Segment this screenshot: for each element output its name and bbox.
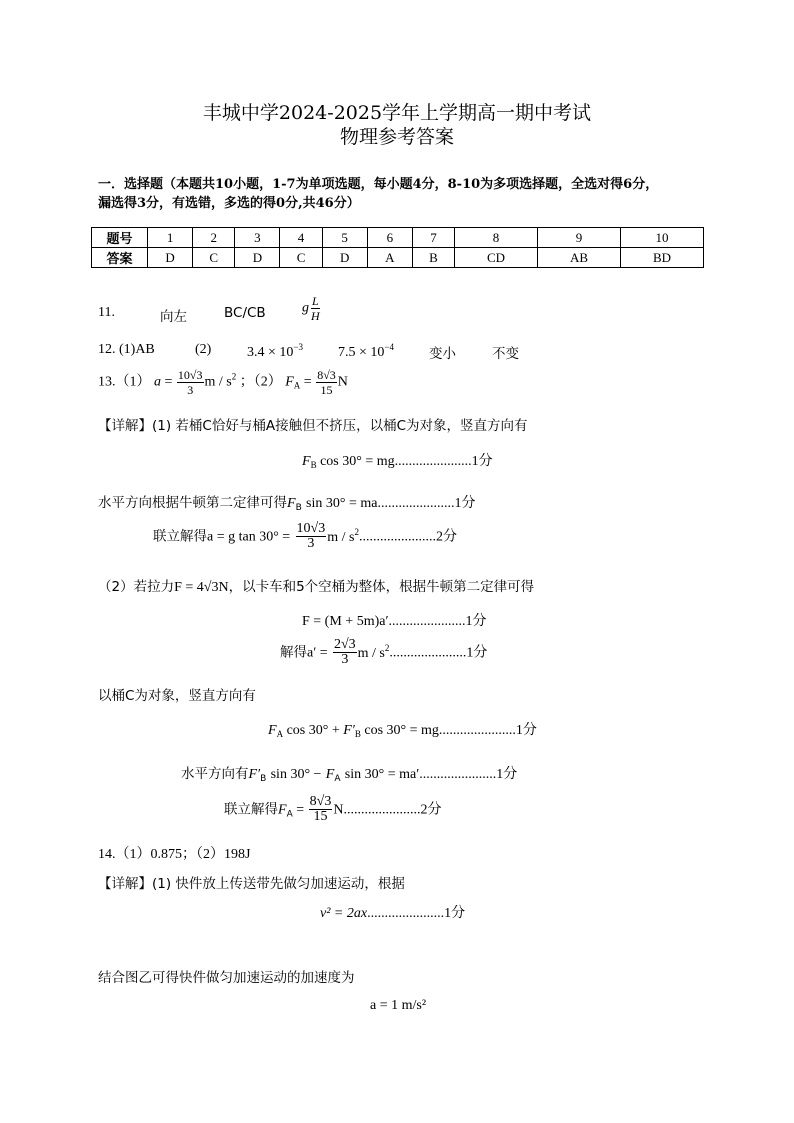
q11-frac-num: L	[311, 294, 319, 308]
table-cell: AB	[538, 248, 621, 268]
q13-header: 13.（1） a = $\frac{10√3}{3}$ m / $s^2$ ；（2） $F_A$ = $\frac{8√3}{15}$ N	[98, 368, 348, 397]
table-cell: 3	[235, 228, 280, 248]
q13-detail-1: 【详解】(1) 若桶C恰好与桶A接触但不挤压，以桶C为对象，竖直方向有	[98, 418, 528, 434]
q11-frac-den: H	[311, 309, 320, 323]
q13-eq1	[302, 450, 493, 470]
q13-text3: 联立解得	[153, 528, 207, 545]
q13-score-1: ......................1分	[394, 454, 493, 469]
answer-table	[91, 227, 704, 268]
q13-line-5	[302, 610, 487, 630]
table-cell: 10	[620, 228, 703, 248]
q13-line-3: 联立解得a = g tan 30° = $\frac{10√3}{3}$ m / $s^2......................2$分	[153, 521, 457, 551]
page-subtitle: 物理参考答案	[339, 126, 454, 148]
q13-frac2-num: 8√3	[317, 368, 336, 382]
q13-line-8: 水平方向有$F'_B$ $\sin 30^\circ - F_A$ sin 30° = ma′......................1分	[181, 766, 518, 784]
q13-eq8a: sin 30° −	[270, 767, 322, 782]
table-cell: B	[412, 248, 454, 268]
q12-part2: (2)	[195, 342, 212, 357]
q14-eq2: a = 1 m/s²	[370, 998, 427, 1013]
q13-eq7b: cos 30° = mg	[364, 723, 439, 738]
q11-answer-3	[302, 294, 322, 323]
table-cell: 9	[538, 228, 621, 248]
q13-eq4: F = 4√3N	[174, 580, 229, 595]
q13-eq5: F = (M + 5m)a′	[302, 614, 389, 629]
q14-eq1-line	[320, 902, 465, 922]
q13-text6: 解得	[280, 644, 307, 661]
q14-eq1: v² = 2ax	[320, 906, 368, 921]
q13-unit2: N	[337, 374, 348, 390]
q13-frac2-den: 15	[320, 383, 333, 397]
q11-answer-1: 向左	[160, 309, 187, 325]
q13-unit1: m / s	[204, 374, 232, 390]
q13-score-6: ......................1分	[389, 645, 488, 661]
q13-text2: 水平方向根据牛顿第二定律可得	[98, 495, 287, 511]
q13-frac1-num: 10√3	[177, 368, 203, 382]
table-row	[92, 228, 704, 248]
q12-v2: 7.5 × 10	[338, 345, 385, 360]
q12-number: 12. (1)AB	[98, 342, 155, 357]
q14-header: 14.（1）0.875；（2）198J	[98, 847, 251, 862]
section-heading-line2: 漏选得3分，有选错，多选的得0分,共46分）	[98, 196, 360, 211]
q13-line-9: 联立解得$F_A$ = $\frac{8√3}{15}$ N......................2分	[224, 794, 442, 824]
q13-score-8: ......................1分	[419, 767, 518, 782]
q13-text-7: 以桶C为对象，竖直方向有	[98, 688, 256, 704]
q13-line-7: $F_A$ $\cos 30^\circ + F'_B$ cos 30° = mg......................1分	[268, 723, 537, 739]
table-cell: C	[280, 248, 322, 268]
q13-eq3: a = g tan 30° =	[207, 529, 291, 545]
q13-score-3: ......................2分	[358, 529, 457, 545]
q13-prefix: 13.（1）	[98, 374, 151, 390]
q13-frac1-den: 3	[187, 383, 194, 397]
q14-text-2: 结合图乙可得快件做匀加速运动的加速度为	[98, 970, 355, 986]
q13-frac6-num: 2√3	[333, 637, 356, 652]
q13-score-9: ......................2分	[343, 802, 442, 818]
table-header-cell: 题号	[92, 228, 148, 248]
q12-answer-4: 不变	[492, 346, 519, 362]
section-heading-line1: 一．选择题（本题共10小题，1-7为单项选题，每小题4分，8-10为多项选择题，全选对得6分，	[98, 177, 659, 192]
table-cell: D	[148, 248, 193, 268]
table-cell: 4	[280, 228, 322, 248]
q13-score-5: ......................1分	[388, 614, 487, 629]
q13-line-6: 解得a′ = $\frac{2√3}{3}$ m / $s^2......................1$分	[280, 637, 488, 667]
q14-detail-1: 【详解】(1) 快件放上传送带先做匀加速运动，根据	[98, 876, 405, 892]
q13-eq8b: sin 30° = ma′	[344, 767, 420, 782]
q12-e1: −3	[293, 342, 303, 352]
q13-eq1-sub: B	[310, 460, 317, 470]
table-cell: 6	[367, 228, 412, 248]
q12-value-2	[338, 342, 394, 361]
q13-score-7: ......................1分	[438, 723, 537, 738]
q13-eq1-body: cos 30° = mg	[320, 454, 395, 469]
q11-number: 11.	[98, 305, 115, 320]
q13-eq7a: cos 30° +	[286, 723, 340, 738]
table-cell: 1	[148, 228, 193, 248]
q13-eq2: sin 30° = ma	[306, 496, 378, 511]
q13-frac6-den: 3	[341, 652, 349, 667]
table-cell: 8	[455, 228, 538, 248]
q13-F-sub: A	[293, 380, 301, 391]
q14-score-1: ......................1分	[367, 906, 466, 921]
q13-line-4	[98, 575, 534, 596]
q13-eq: =	[164, 374, 173, 390]
q13-score-2: ......................1分	[377, 496, 476, 511]
table-header-cell: 答案	[92, 248, 148, 268]
q11-g: g	[302, 300, 309, 316]
q13-text8: 水平方向有	[181, 766, 249, 782]
q13-text4-post: ，以卡车和5个空桶为整体，根据牛顿第二定律可得	[228, 579, 535, 595]
table-cell: 7	[412, 228, 454, 248]
table-cell: A	[367, 248, 412, 268]
table-cell: CD	[455, 248, 538, 268]
q13-eq6: a′ =	[307, 645, 328, 661]
q13-mid: ；（2）	[239, 374, 282, 390]
q13-text4-pre: （2）若拉力	[98, 579, 175, 595]
page-title: 丰城中学2024-2025学年上学期高一期中考试	[202, 102, 592, 124]
q12-answer-3: 变小	[429, 346, 456, 362]
q11-answer-2: BC/CB	[224, 305, 266, 321]
table-row	[92, 248, 704, 268]
table-cell: 5	[322, 228, 367, 248]
q13-text-2: 水平方向根据牛顿第二定律可得$F_B$ sin 30° = ma......................1分	[98, 495, 476, 513]
q12-value-1	[247, 342, 303, 361]
table-cell: D	[235, 248, 280, 268]
q13-a: a	[154, 374, 161, 390]
q13-text9: 联立解得	[224, 801, 278, 818]
table-cell: 2	[193, 228, 235, 248]
q12-e2: −4	[384, 342, 394, 352]
table-cell: BD	[620, 248, 703, 268]
table-cell: D	[322, 248, 367, 268]
q12-v1: 3.4 × 10	[247, 345, 294, 360]
table-cell: C	[193, 248, 235, 268]
q13-eq1-var: F	[302, 454, 311, 469]
q13-F: F	[285, 374, 294, 390]
